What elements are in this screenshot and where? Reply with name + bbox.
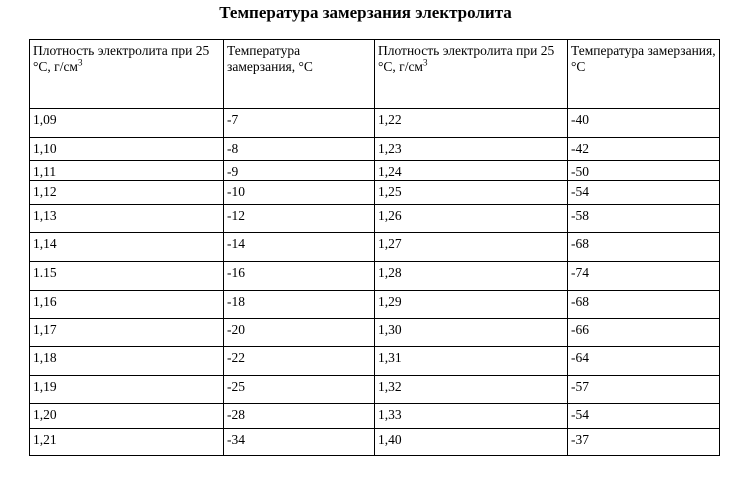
density-right-cell: 1,40 [375,429,568,456]
temperature-right-cell: -54 [568,181,720,205]
header-density-text: Плотность электролита при 25 °С, г/см [378,43,555,74]
table-row [30,404,720,429]
density-left-cell: 1.15 [30,262,224,291]
density-left-cell: 1,14 [30,233,224,262]
table-row [30,262,720,291]
density-right-cell: 1,29 [375,291,568,319]
density-left-cell: 1,09 [30,109,224,138]
density-left-cell: 1,10 [30,138,224,161]
density-left-cell: 1,18 [30,347,224,376]
table-header-row [30,40,720,109]
density-left-cell: 1,19 [30,376,224,404]
temperature-left-cell: -18 [224,291,375,319]
temperature-right-cell: -58 [568,205,720,233]
temperature-right-cell: -42 [568,138,720,161]
density-right-cell: 1,33 [375,404,568,429]
table-body [30,109,720,456]
table-row [30,161,720,181]
density-left-cell: 1,17 [30,319,224,347]
temperature-right-cell: -57 [568,376,720,404]
density-right-cell: 1,24 [375,161,568,181]
temperature-left-cell: -10 [224,181,375,205]
temperature-left-cell: -25 [224,376,375,404]
density-right-cell: 1,26 [375,205,568,233]
table-row [30,181,720,205]
page-title: Температура замерзания электролита [219,3,512,22]
density-left-cell: 1,20 [30,404,224,429]
table-row [30,138,720,161]
temperature-right-cell: -68 [568,291,720,319]
table-row [30,291,720,319]
density-right-cell: 1,32 [375,376,568,404]
table-row [30,109,720,138]
temperature-left-cell: -9 [224,161,375,181]
temperature-right-cell: -74 [568,262,720,291]
temperature-left-cell: -34 [224,429,375,456]
temperature-left-cell: -28 [224,404,375,429]
table-row [30,233,720,262]
density-right-cell: 1,25 [375,181,568,205]
density-right-cell: 1,23 [375,138,568,161]
density-left-cell: 1,16 [30,291,224,319]
header-density-left [30,40,224,109]
header-density-right [375,40,568,109]
density-left-cell: 1,21 [30,429,224,456]
header-density-text: Плотность электролита при 25 °С, г/см [33,43,210,74]
density-right-cell: 1,31 [375,347,568,376]
temperature-left-cell: -12 [224,205,375,233]
temperature-right-cell: -37 [568,429,720,456]
density-right-cell: 1,28 [375,262,568,291]
temperature-left-cell: -7 [224,109,375,138]
temperature-left-cell: -20 [224,319,375,347]
density-left-cell: 1,13 [30,205,224,233]
header-temperature-right: Температура замерзания, °С [568,40,720,109]
temperature-left-cell: -8 [224,138,375,161]
temperature-left-cell: -16 [224,262,375,291]
temperature-right-cell: -66 [568,319,720,347]
temperature-left-cell: -22 [224,347,375,376]
temperature-right-cell: -64 [568,347,720,376]
table-row [30,205,720,233]
density-right-cell: 1,30 [375,319,568,347]
density-left-cell: 1,12 [30,181,224,205]
density-left-cell: 1,11 [30,161,224,181]
table-row [30,347,720,376]
temperature-right-cell: -50 [568,161,720,181]
freezing-temperature-table [29,39,720,456]
density-right-cell: 1,22 [375,109,568,138]
header-density-superscript: 3 [77,57,83,68]
temperature-left-cell: -14 [224,233,375,262]
temperature-right-cell: -68 [568,233,720,262]
temperature-right-cell: -40 [568,109,720,138]
table-row [30,376,720,404]
table-row [30,429,720,456]
table-row [30,319,720,347]
temperature-right-cell: -54 [568,404,720,429]
density-right-cell: 1,27 [375,233,568,262]
header-density-superscript: 3 [422,57,428,68]
header-temperature-left: Температура замерзания, °С [224,40,375,109]
